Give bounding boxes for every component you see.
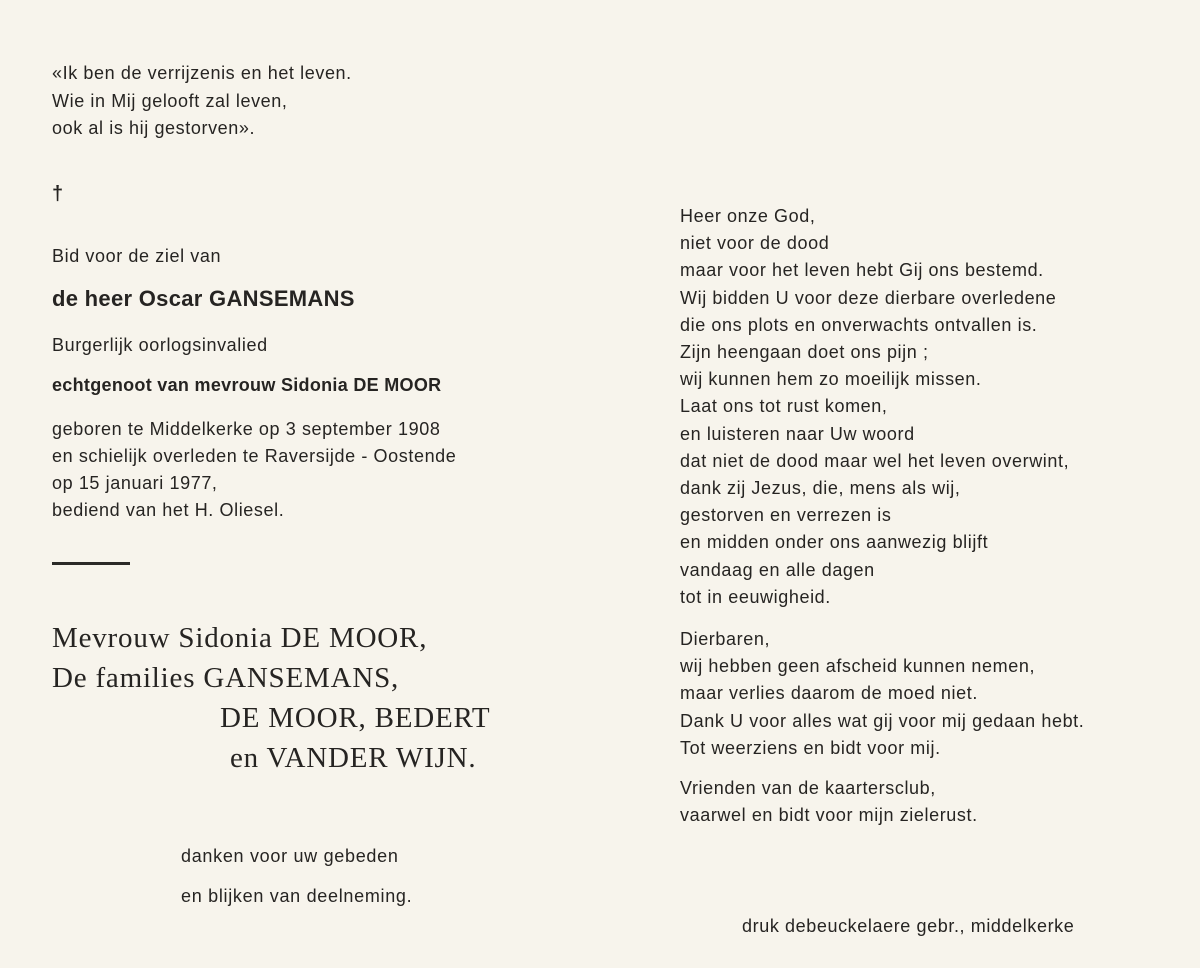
thanks-line: en blijken van deelneming. — [181, 886, 413, 906]
prayer-line: en midden onder ons aanwezig blijft — [680, 532, 989, 553]
prayer-line: gestorven en verrezen is — [680, 505, 892, 526]
prayer-line: dat niet de dood maar wel het leven overwint, — [680, 450, 1070, 471]
prayer-line: die ons plots en onverwachts ontvallen is. — [680, 314, 1038, 335]
bio-line: bediend van het H. Oliesel. — [52, 500, 285, 520]
prayer-line: en luisteren naar Uw woord — [680, 423, 915, 444]
prayer-line: maar voor het leven hebt Gij ons bestemd. — [680, 260, 1044, 281]
club-message — [680, 775, 978, 829]
prayer-line: dank zij Jezus, die, mens als wij, — [680, 478, 961, 499]
farewell-line: Dierbaren, — [680, 629, 771, 649]
thanks-block — [181, 836, 412, 916]
verse-line: «Ik ben de verrijzenis en het leven. — [52, 63, 352, 83]
biography — [52, 416, 456, 524]
farewell-line: wij hebben geen afscheid kunnen nemen, — [680, 656, 1036, 677]
prayer-line: Wij bidden U voor deze dierbare overledene — [680, 287, 1057, 308]
family-block — [52, 618, 490, 778]
prayer-line: niet voor de dood — [680, 233, 830, 254]
verse-line: ook al is hij gestorven». — [52, 118, 256, 138]
scripture-verse — [52, 60, 612, 143]
deceased-title: Burgerlijk oorlogsinvalied — [52, 335, 268, 355]
family-line: De families GANSEMANS, — [52, 662, 400, 694]
club-line: Vrienden van de kaartersclub, — [680, 778, 936, 798]
bio-line: en schielijk overleden te Raversijde - Oostende — [52, 446, 457, 466]
prayer-line: Laat ons tot rust komen, — [680, 396, 888, 417]
farewell-line: Dank U voor alles wat gij voor mij gedaan hebt. — [680, 710, 1085, 731]
verse-line: Wie in Mij gelooft zal leven, — [52, 90, 288, 111]
divider-line — [52, 562, 130, 565]
family-line: en VANDER WIJN. — [230, 742, 477, 774]
prayer-line: Heer onze God, — [680, 206, 816, 226]
bio-line: geboren te Middelkerke op 3 september 1908 — [52, 419, 441, 439]
right-column — [680, 203, 1180, 611]
farewell-text — [680, 626, 1084, 762]
farewell-line: Tot weerziens en bidt voor mij. — [680, 737, 941, 758]
bio-line: op 15 januari 1977, — [52, 473, 218, 493]
family-line: DE MOOR, BEDERT — [220, 702, 491, 734]
prayer-text — [680, 203, 1180, 611]
spouse-line: echtgenoot van mevrouw Sidonia DE MOOR — [52, 375, 442, 395]
farewell-line: maar verlies daarom de moed niet. — [680, 683, 978, 704]
cross-icon: † — [52, 183, 64, 205]
thanks-line: danken voor uw gebeden — [181, 846, 399, 866]
prayer-line: vandaag en alle dagen — [680, 559, 875, 580]
deceased-name: de heer Oscar GANSEMANS — [52, 286, 355, 311]
prayer-line: tot in eeuwigheid. — [680, 586, 831, 607]
printer-credit: druk debeuckelaere gebr., middelkerke — [742, 916, 1075, 936]
club-line: vaarwel en bidt voor mijn zielerust. — [680, 805, 978, 826]
family-line: Mevrouw Sidonia DE MOOR, — [52, 622, 428, 654]
intro-text: Bid voor de ziel van — [52, 246, 222, 266]
prayer-line: wij kunnen hem zo moeilijk missen. — [680, 369, 982, 390]
left-column — [52, 60, 612, 143]
prayer-line: Zijn heengaan doet ons pijn ; — [680, 342, 929, 363]
